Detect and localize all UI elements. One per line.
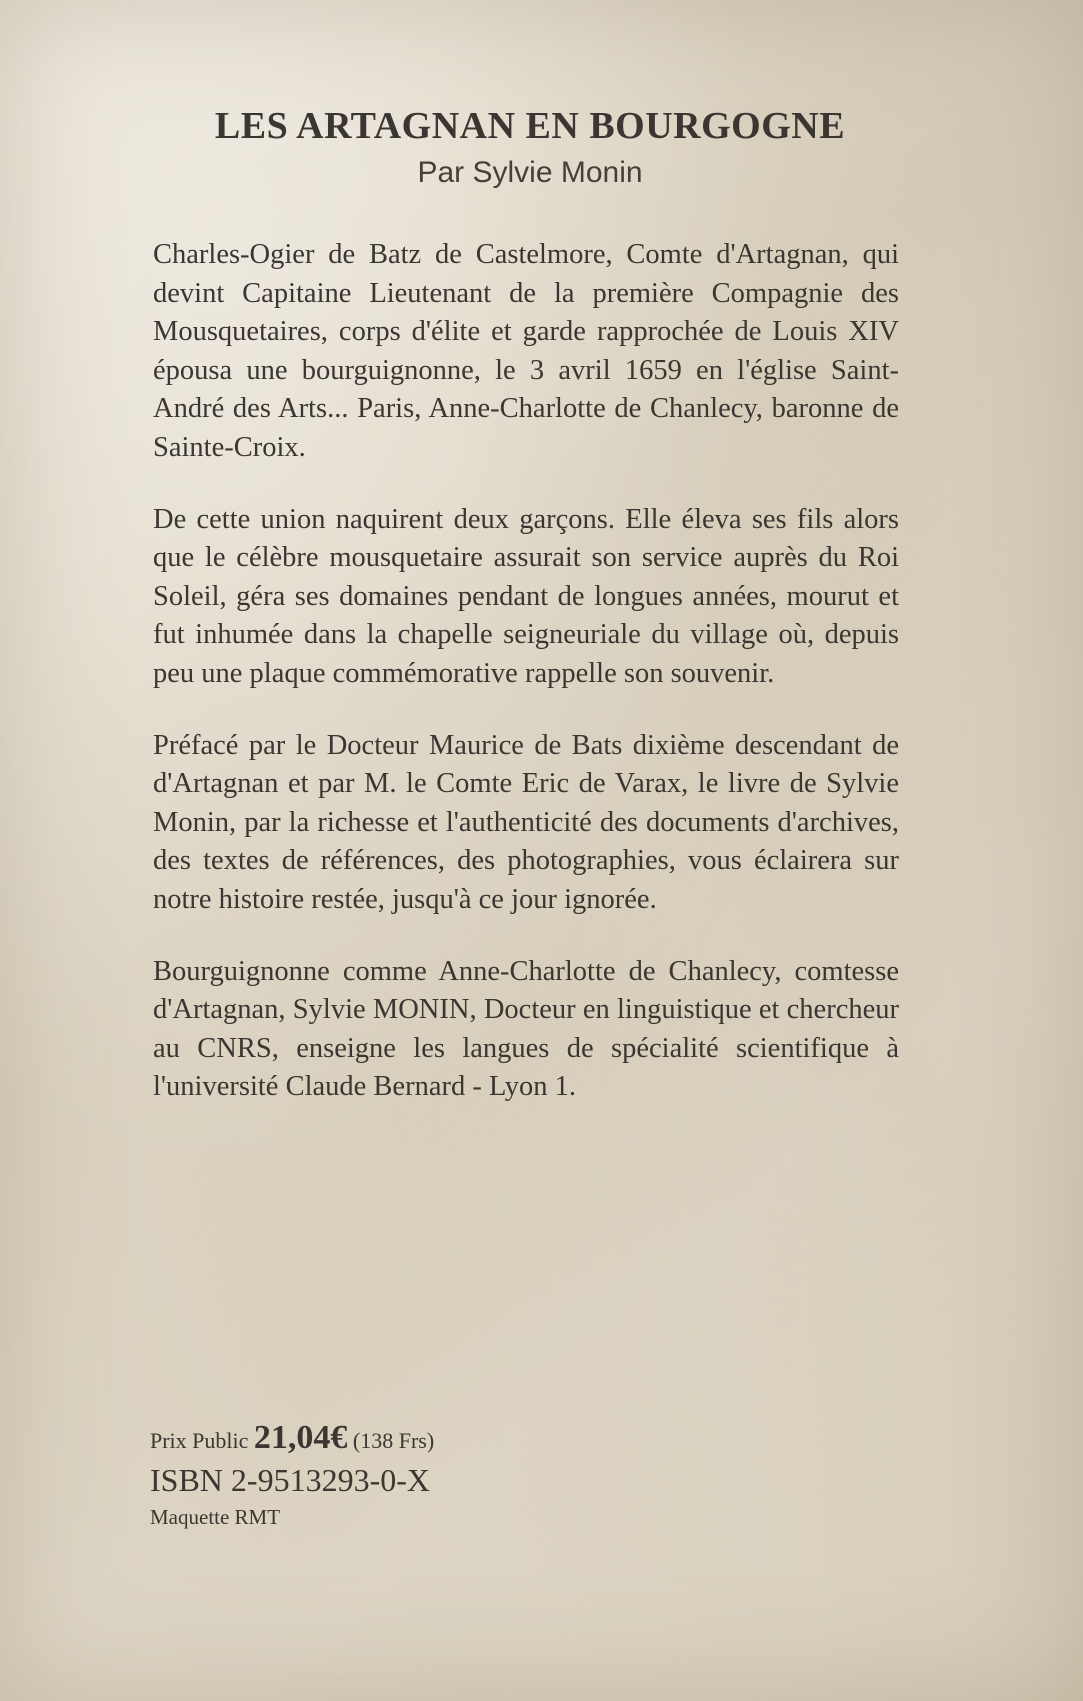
- back-cover-text: [153, 236, 899, 1140]
- book-title: LES ARTAGNAN EN BOURGOGNE: [214, 105, 846, 147]
- price-value: 21,04€: [253, 1419, 348, 1456]
- isbn: ISBN 2-9513293-0-X: [150, 1462, 430, 1498]
- price-label: Prix Public: [150, 1428, 249, 1453]
- paragraph-preface: Préfacé par le Docteur Maurice de Bats dixième descendant de d'Artagnan et par M. le Comte Eric de Varax, le livre de Sylvie Monin, par la richesse et l'authenticité des documents d'archives, des textes de références, des photographies, vous éclairera sur notre histoire restée, jusqu'à ce jour ignorée.: [153, 729, 899, 915]
- maquette-credit: Maquette RMT: [150, 1505, 281, 1529]
- paragraph-sons: De cette union naquirent deux garçons. Elle éleva ses fils alors que le célèbre mousquetaire assurait son service auprès du Roi Soleil, géra ses domaines pendant de longues années, mourut et fut inhumée dans la chapelle seigneuriale du village où, depuis peu une plaque commémorative rappelle son souvenir.: [153, 503, 899, 689]
- price-line: [150, 1420, 434, 1459]
- author-line: Par Sylvie Monin: [417, 156, 643, 189]
- publication-info: [150, 1420, 434, 1533]
- paragraph-marriage: Charles-Ogier de Batz de Castelmore, Comte d'Artagnan, qui devint Capitaine Lieutenant de la première Compagnie des Mousquetaires, corps d'élite et garde rapprochée de Louis XIV épousa une bourguignonne, le 3 avril 1659 en l'église Saint-André des Arts... Paris, Anne-Charlotte de Chanlecy, baronne de Sainte-Croix.: [153, 239, 899, 463]
- paragraph-author-bio: Bourguignonne comme Anne-Charlotte de Chanlecy, comtesse d'Artagnan, Sylvie MONIN, Docteur en linguistique et chercheur au CNRS, enseigne les langues de spécialité scientifique à l'université Claude Bernard - Lyon 1.: [153, 955, 899, 1103]
- price-francs: (138 Frs): [352, 1428, 435, 1453]
